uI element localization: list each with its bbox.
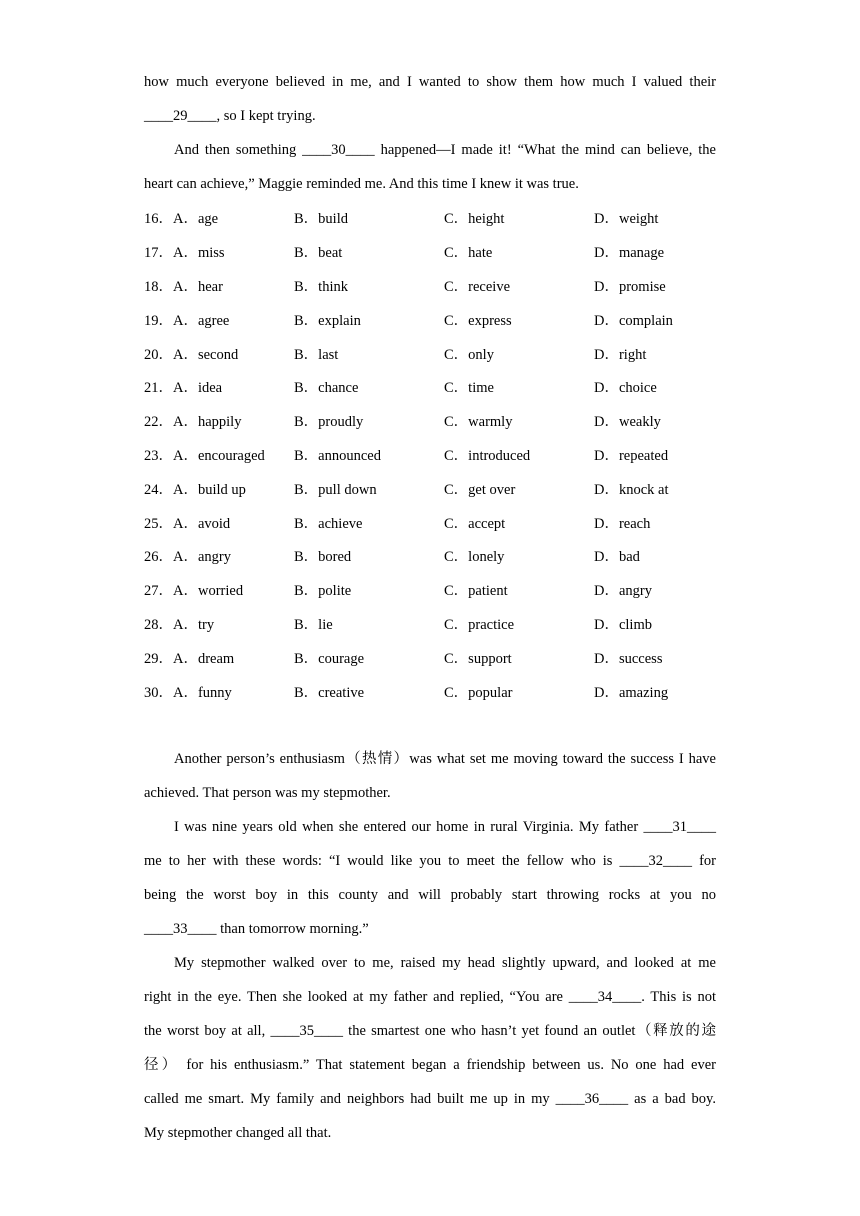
- option-b: B．announced: [294, 447, 381, 464]
- option-a-text: A．agree: [173, 312, 230, 329]
- passage-line: right in the eye. Then she looked at my father and replied, “You are ____34____. This is not: [144, 988, 716, 1005]
- option-a-text: A．miss: [173, 245, 225, 262]
- option-row: [144, 201, 716, 235]
- passage-line: ____29____, so I kept trying.: [144, 108, 316, 124]
- question-number: 23．: [144, 447, 173, 464]
- question-number: 25．: [144, 515, 173, 532]
- option-row: [144, 302, 716, 336]
- passage-line: My stepmother walked over to me, raised my head slightly upward, and looked at me: [174, 954, 716, 971]
- option-b: B．pull down: [294, 481, 377, 498]
- option-c: C．height: [444, 211, 505, 228]
- option-row: [144, 471, 716, 505]
- question-number: 24．: [144, 481, 173, 498]
- option-c: C．receive: [444, 278, 511, 295]
- option-row: [144, 404, 716, 438]
- option-a: [144, 343, 294, 364]
- option-d: D．choice: [594, 380, 657, 397]
- option-c: C．popular: [444, 684, 513, 701]
- option-a-text: A．try: [173, 616, 215, 633]
- option-b: B．explain: [294, 312, 361, 329]
- passage-line: And then something ____30____ happened—I made it! “What the mind can believe, the: [174, 142, 716, 158]
- option-b: B．proudly: [294, 414, 364, 431]
- question-number: 20．: [144, 346, 173, 363]
- option-d: D．reach: [594, 515, 651, 532]
- question-number: 26．: [144, 549, 173, 566]
- option-c: C．introduced: [444, 447, 531, 464]
- question-number: 16．: [144, 211, 173, 228]
- option-a: [144, 478, 294, 499]
- passage-line: achieved. That person was my stepmother.: [144, 784, 391, 801]
- option-a-text: A．age: [173, 211, 219, 228]
- option-b: B．lie: [294, 616, 333, 633]
- option-d: D．knock at: [594, 481, 669, 498]
- option-d: D．right: [594, 346, 647, 363]
- option-b: B．creative: [294, 684, 365, 701]
- option-b: B．beat: [294, 245, 343, 262]
- question-number: 27．: [144, 583, 173, 600]
- option-c: C．get over: [444, 481, 516, 498]
- option-a: [144, 681, 294, 702]
- option-b: B．last: [294, 346, 339, 363]
- option-a: [144, 410, 294, 431]
- document-content: [144, 65, 716, 1150]
- option-row: [144, 674, 716, 708]
- option-a-text: A．encouraged: [173, 447, 265, 464]
- option-c: C．lonely: [444, 549, 505, 566]
- question-number: 18．: [144, 278, 173, 295]
- option-a-text: A．funny: [173, 684, 232, 701]
- option-b: B．think: [294, 278, 348, 295]
- option-b: B．bored: [294, 549, 352, 566]
- option-b: B．build: [294, 211, 348, 228]
- option-a: [144, 512, 294, 533]
- option-d: D．promise: [594, 278, 666, 295]
- passage-line: how much everyone believed in me, and I wanted to show them how much I valued their: [144, 74, 716, 90]
- option-c: C．support: [444, 650, 512, 667]
- option-a-text: A．worried: [173, 583, 244, 600]
- passage-line: I was nine years old when she entered our home in rural Virginia. My father ____31____: [174, 818, 716, 835]
- option-a: [144, 647, 294, 668]
- option-d: D．repeated: [594, 447, 669, 464]
- passage-line: 径） for his enthusiasm.” That statement began a friendship between us. No one had ever: [144, 1056, 716, 1073]
- option-c: C．only: [444, 346, 494, 363]
- option-row: [144, 539, 716, 573]
- passage-line: heart can achieve,” Maggie reminded me. And this time I knew it was true.: [144, 176, 579, 192]
- option-c: C．patient: [444, 583, 508, 600]
- option-a: [144, 579, 294, 600]
- question-number: 29．: [144, 650, 173, 667]
- option-b: B．achieve: [294, 515, 363, 532]
- option-d: D．amazing: [594, 684, 669, 701]
- option-a-text: A．angry: [173, 549, 231, 566]
- passage-line: me to her with these words: “I would like you to meet the fellow who is ____32____ for: [144, 852, 716, 869]
- option-a: [144, 207, 294, 228]
- question-number: 21．: [144, 380, 173, 397]
- option-row: [144, 235, 716, 269]
- option-row: [144, 370, 716, 404]
- option-a: [144, 241, 294, 262]
- passage-line: called me smart. My family and neighbors had built me up in my ____36____ as a bad boy.: [144, 1090, 716, 1107]
- option-a: [144, 275, 294, 296]
- option-a-text: A．happily: [173, 414, 242, 431]
- option-a: [144, 444, 294, 465]
- option-d: D．weight: [594, 211, 659, 228]
- passage-line: My stepmother changed all that.: [144, 1124, 332, 1141]
- option-row: [144, 607, 716, 641]
- option-d: D．angry: [594, 583, 652, 600]
- question-number: 30．: [144, 684, 173, 701]
- option-a-text: A．hear: [173, 278, 223, 295]
- option-d: D．weakly: [594, 414, 661, 431]
- passage-line: Another person’s enthusiasm（热情）was what set me moving toward the success I have: [174, 750, 716, 767]
- option-b: B．polite: [294, 583, 352, 600]
- option-a-text: A．second: [173, 346, 239, 363]
- option-a: [144, 613, 294, 634]
- option-b: B．courage: [294, 650, 365, 667]
- option-c: C．hate: [444, 245, 493, 262]
- option-row: [144, 336, 716, 370]
- option-d: D．success: [594, 650, 663, 667]
- option-a-text: A．build up: [173, 481, 246, 498]
- option-a: [144, 309, 294, 330]
- option-d: D．manage: [594, 245, 665, 262]
- option-c: C．warmly: [444, 414, 513, 431]
- option-c: C．time: [444, 380, 494, 397]
- option-b: B．chance: [294, 380, 359, 397]
- passage-line: being the worst boy in this county and will probably start throwing rocks at you no: [144, 886, 716, 903]
- section-gap: [144, 708, 716, 742]
- option-d: D．climb: [594, 616, 652, 633]
- option-row: [144, 505, 716, 539]
- options-list: [144, 201, 716, 708]
- passage-line: ____33____ than tomorrow morning.”: [144, 920, 369, 937]
- option-a: [144, 376, 294, 397]
- option-row: [144, 573, 716, 607]
- question-number: 17．: [144, 245, 173, 262]
- option-d: D．bad: [594, 549, 640, 566]
- question-number: 22．: [144, 414, 173, 431]
- option-a-text: A．idea: [173, 380, 223, 397]
- option-d: D．complain: [594, 312, 673, 329]
- option-c: C．practice: [444, 616, 515, 633]
- passage-line: the worst boy at all, ____35____ the smartest one who hasn’t yet found an outlet（释放的途: [144, 1022, 716, 1039]
- option-a: [144, 545, 294, 566]
- option-a-text: A．avoid: [173, 515, 231, 532]
- question-number: 19．: [144, 312, 173, 329]
- option-c: C．express: [444, 312, 512, 329]
- option-row: [144, 640, 716, 674]
- option-row: [144, 269, 716, 303]
- option-c: C．accept: [444, 515, 506, 532]
- option-a-text: A．dream: [173, 650, 235, 667]
- question-number: 28．: [144, 616, 173, 633]
- option-row: [144, 438, 716, 472]
